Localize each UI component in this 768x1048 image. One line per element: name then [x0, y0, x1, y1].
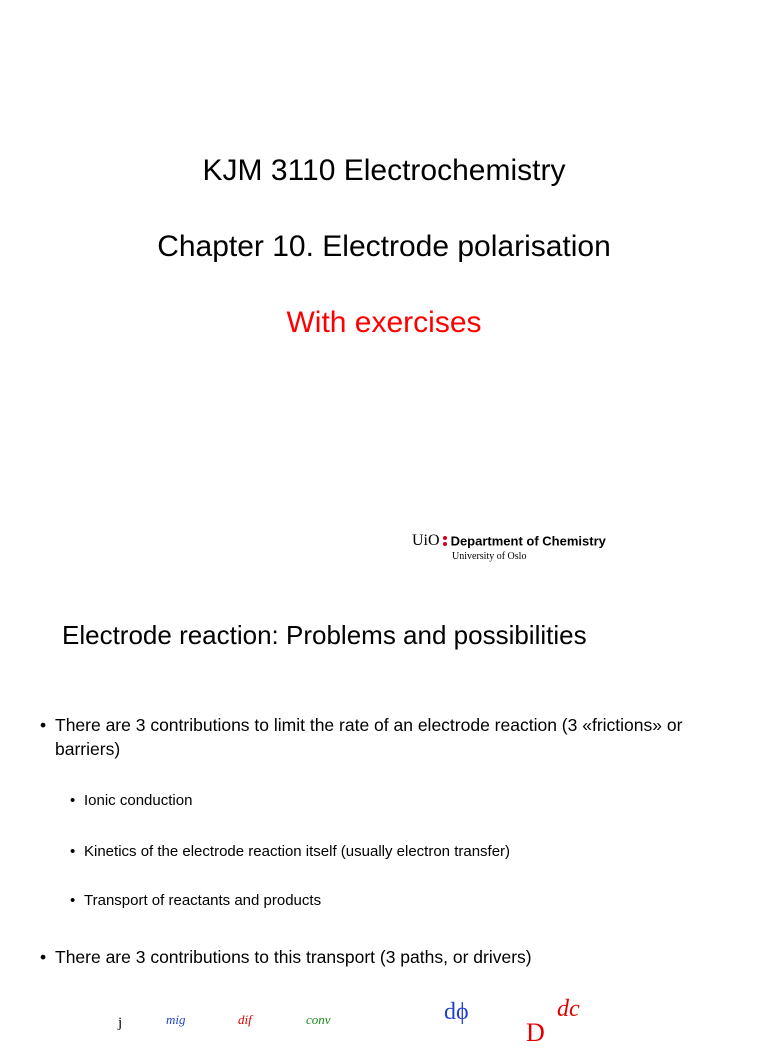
- department-name: Department of Chemistry: [450, 533, 606, 549]
- uio-logo-mark: UiO: [412, 532, 440, 549]
- sub-bullet-text: Kinetics of the electrode reaction itself (usually electron transfer): [84, 843, 511, 860]
- equation-diffusion-coefficient: D: [526, 1018, 545, 1047]
- bullet-text: There are 3 contributions to limit the rate of an electrode reaction (3 «frictions» or barriers): [55, 715, 683, 759]
- university-name: University of Oslo: [452, 551, 527, 562]
- course-title: KJM 3110 Electrochemistry: [202, 154, 566, 187]
- bullet-icon: •: [70, 843, 76, 860]
- uio-logo: [412, 532, 606, 550]
- uio-separator-icon: [443, 535, 447, 547]
- slide-title: Electrode reaction: Problems and possibilities: [62, 620, 587, 650]
- equation-convection-term: conv: [306, 1012, 331, 1027]
- bullet-icon: •: [70, 792, 76, 809]
- chapter-title: Chapter 10. Electrode polarisation: [157, 230, 611, 263]
- equation-migration-term: mig: [166, 1012, 186, 1027]
- equation-flux-symbol: j: [118, 1015, 123, 1031]
- sub-bullet-item: [70, 791, 192, 811]
- slide-electrode-reaction: [0, 600, 768, 1047]
- bullet-icon: •: [40, 715, 47, 735]
- bullet-item: [40, 945, 705, 969]
- bullet-text: There are 3 contributions to this transport (3 paths, or drivers): [55, 947, 532, 967]
- bullet-item: [40, 713, 705, 761]
- sub-bullet-text: Transport of reactants and products: [84, 892, 322, 909]
- sub-bullet-item: [70, 891, 321, 911]
- subtitle: With exercises: [286, 306, 482, 339]
- equation-concentration-gradient: dc: [557, 996, 580, 1022]
- sub-bullet-text: Ionic conduction: [84, 792, 193, 809]
- equation-diffusion-term: dif: [238, 1012, 252, 1027]
- equation-potential-gradient: dϕ: [444, 999, 469, 1025]
- sub-bullet-item: [70, 842, 510, 862]
- bullet-icon: •: [40, 947, 47, 967]
- bullet-icon: •: [70, 892, 76, 909]
